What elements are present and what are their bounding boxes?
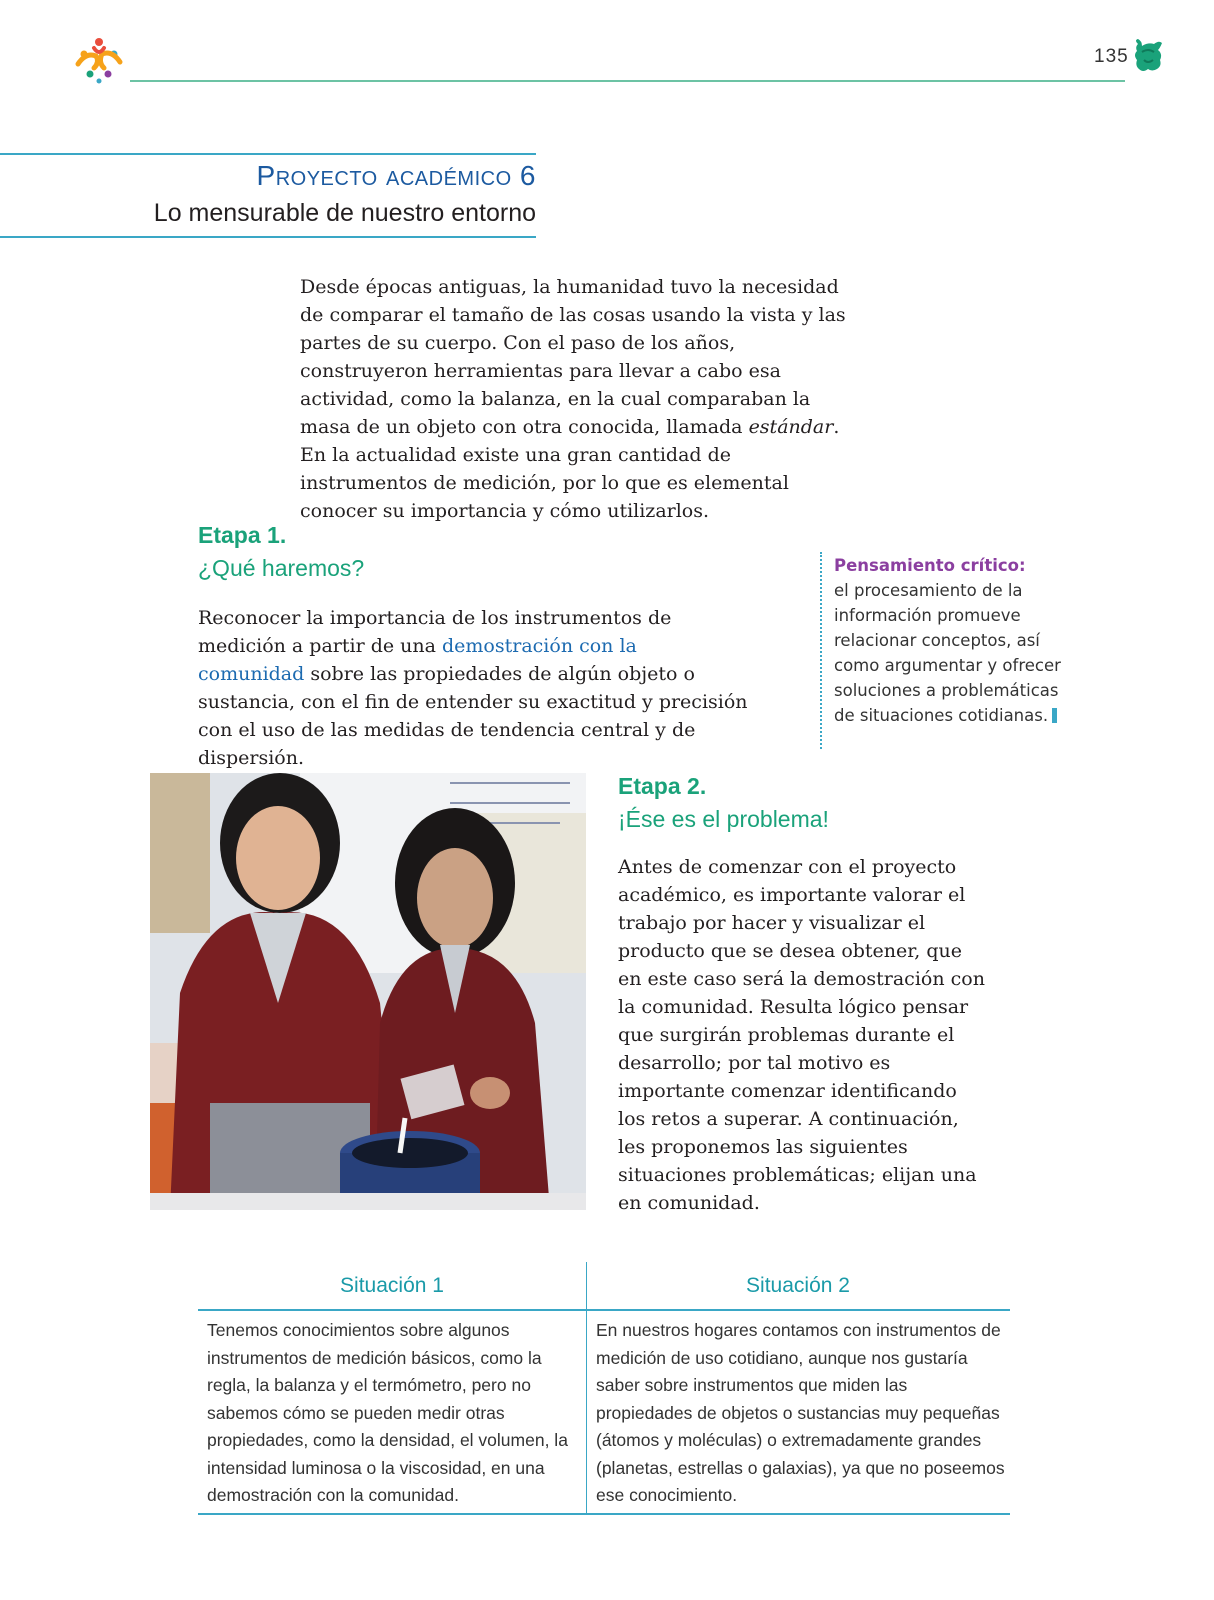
sidebar-label: Pensamiento crítico: <box>834 556 1026 575</box>
sidebar-dotted-rule <box>820 552 822 749</box>
students-lab-photo <box>150 773 586 1210</box>
title-rule-top <box>0 153 536 155</box>
stage1-heading: Etapa 1. <box>198 522 287 548</box>
stage1-heading-block <box>198 519 364 585</box>
stage1-subheading: ¿Qué haremos? <box>198 555 365 581</box>
project-subtitle: Lo mensurable de nuestro entorno <box>153 199 536 227</box>
stage1-text-end: sobre las propiedades de algún objeto o sustancia, con el fin de entender su exactitud y precisión con el uso de las medidas de tendencia central y de dispersión. <box>198 663 748 769</box>
intro-emphasis: estándar <box>748 416 834 438</box>
situation1-text: Tenemos conocimientos sobre algunos instrumentos de medición básicos, como la regla, la balanza y el termómetro, pero no sabemos cómo se pueden medir otras propiedades, como la densidad, el volumen, la intensidad luminosa o la viscosidad, en una demostración con la comunidad. <box>207 1320 568 1505</box>
intro-text-end: . En la actualidad existe una gran cantidad de instrumentos de medición, por lo que es elemental conocer su importancia y cómo utilizarlos. <box>300 416 840 522</box>
situation2-text: En nuestros hogares contamos con instrumentos de medición de uso cotidiano, aunque nos gustaría saber sobre instrumentos que miden las propiedades de objetos o sustancias muy pequeñas (átomos y moléculas) o extremadamente grandes (planetas, estrellas o galaxias), ya que no poseemos ese conocimiento. <box>596 1320 1005 1505</box>
stage2-subheading: ¡Ése es el problema! <box>618 806 829 832</box>
table-header-rule <box>198 1309 1010 1311</box>
project-title: Proyecto académico 6 <box>256 160 536 191</box>
situation2-heading: Situación 2 <box>746 1274 850 1297</box>
turtle-icon <box>1132 38 1164 74</box>
stage2-heading-block <box>618 770 829 836</box>
title-rule-bottom <box>0 236 536 238</box>
stage1-text-start: Reconocer la importancia de los instrumentos de medición a partir de una <box>198 607 672 657</box>
table-column-divider <box>586 1262 587 1514</box>
situation1-heading: Situación 1 <box>340 1274 444 1297</box>
intro-paragraph <box>300 273 860 525</box>
intro-text-start: Desde épocas antiguas, la humanidad tuvo la necesidad de comparar el tamaño de las cosas usando la vista y las partes de su cuerpo. Con el paso de los años, construyeron herramientas para llevar a cabo esa actividad, como la balanza, en la cual comparaban la masa de un objeto con otra conocida, llamada <box>300 276 846 438</box>
people-circle-logo-icon <box>72 34 126 84</box>
stage2-heading: Etapa 2. <box>618 773 707 799</box>
stage1-link[interactable]: demostración con la comunidad <box>198 635 637 685</box>
stage2-paragraph: Antes de comenzar con el proyecto académico, es importante valorar el trabajo por hacer y visualizar el producto que se desea obtener, que en este caso será la demostración con la comunidad. Resulta lógico pensar que surgirán problemas durante el desarrollo; por tal motivo es importante comenzar identificando los retos a superar. A continuación, les proponemos las siguientes situaciones problemáticas; elijan una en comunidad. <box>618 856 985 1214</box>
end-mark-icon <box>1052 708 1057 723</box>
page-number: 135 <box>1094 46 1129 67</box>
sidebar-text: el procesamiento de la información promueve relacionar conceptos, así como argumentar y ofrecer soluciones a problemáticas de situaciones cotidianas. <box>834 581 1061 725</box>
critical-thinking-sidebar <box>834 553 1064 728</box>
table-bottom-rule <box>198 1513 1010 1515</box>
header-divider <box>130 80 1125 82</box>
stage1-paragraph <box>198 604 748 772</box>
